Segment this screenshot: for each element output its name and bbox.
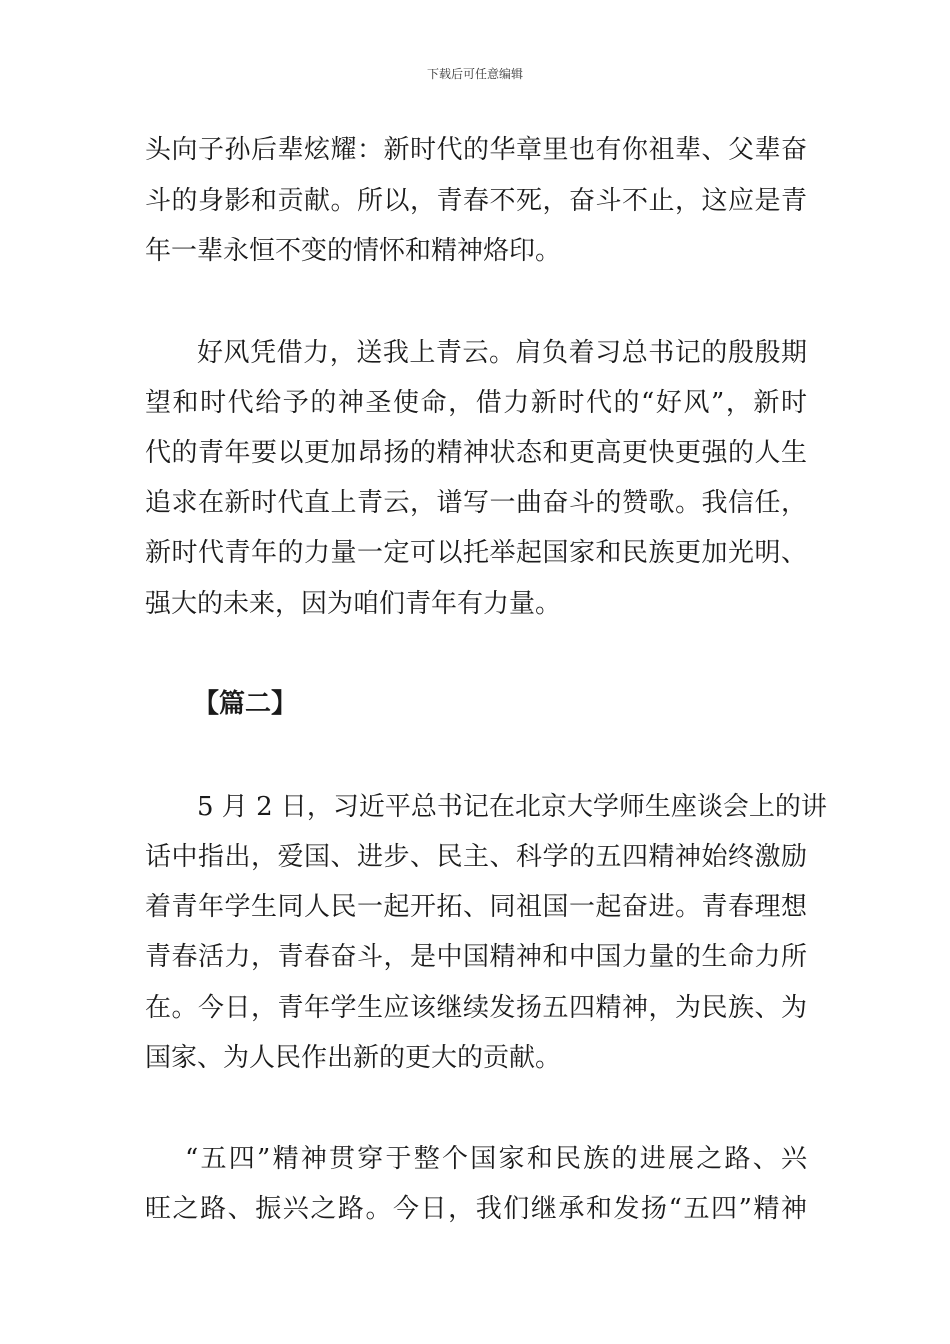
text-line: 旺之路、振兴之路。今日，我们继承和发扬“五四”精神: [145, 1194, 807, 1224]
text-line: 望和时代给予的神圣使命，借力新时代的“好风”，新时: [145, 388, 807, 418]
text-line: 代的青年要以更加昂扬的精神状态和更高更快更强的人生: [145, 438, 807, 468]
text-line: 斗的身影和贡献。所以，青春不死，奋斗不止，这应是青: [145, 186, 807, 216]
text-line: 新时代青年的力量一定可以托举起国家和民族更加光明、: [145, 538, 807, 568]
text-line: 追求在新时代直上青云，谱写一曲奋斗的赞歌。我信任，: [145, 488, 807, 518]
text-line: 5 月 2 日，习近平总书记在北京大学师生座谈会上的讲: [197, 792, 827, 822]
text-line: 在。今日，青年学生应该继续发扬五四精神，为民族、为: [145, 993, 807, 1023]
page-header-note: 下载后可任意编辑: [426, 67, 523, 81]
text-line: 青春活力，青春奋斗，是中国精神和中国力量的生命力所: [145, 942, 807, 972]
text-line: 年一辈永恒不变的情怀和精神烙印。: [145, 236, 562, 266]
text-line: 话中指出，爱国、进步、民主、科学的五四精神始终激励: [145, 842, 807, 872]
section-heading: 【篇二】: [193, 689, 298, 719]
text-line: 着青年学生同人民一起开拓、同祖国一起奋进。青春理想: [145, 892, 807, 922]
text-line: “五四”精神贯穿于整个国家和民族的进展之路、兴: [185, 1144, 807, 1174]
text-line: 头向子孙后辈炫耀：新时代的华章里也有你祖辈、父辈奋: [145, 135, 807, 165]
text-line: 国家、为人民作出新的更大的贡献。: [145, 1043, 562, 1073]
text-line: 强大的未来，因为咱们青年有力量。: [145, 589, 562, 619]
text-line: 好风凭借力，送我上青云。肩负着习总书记的殷殷期: [197, 338, 807, 368]
